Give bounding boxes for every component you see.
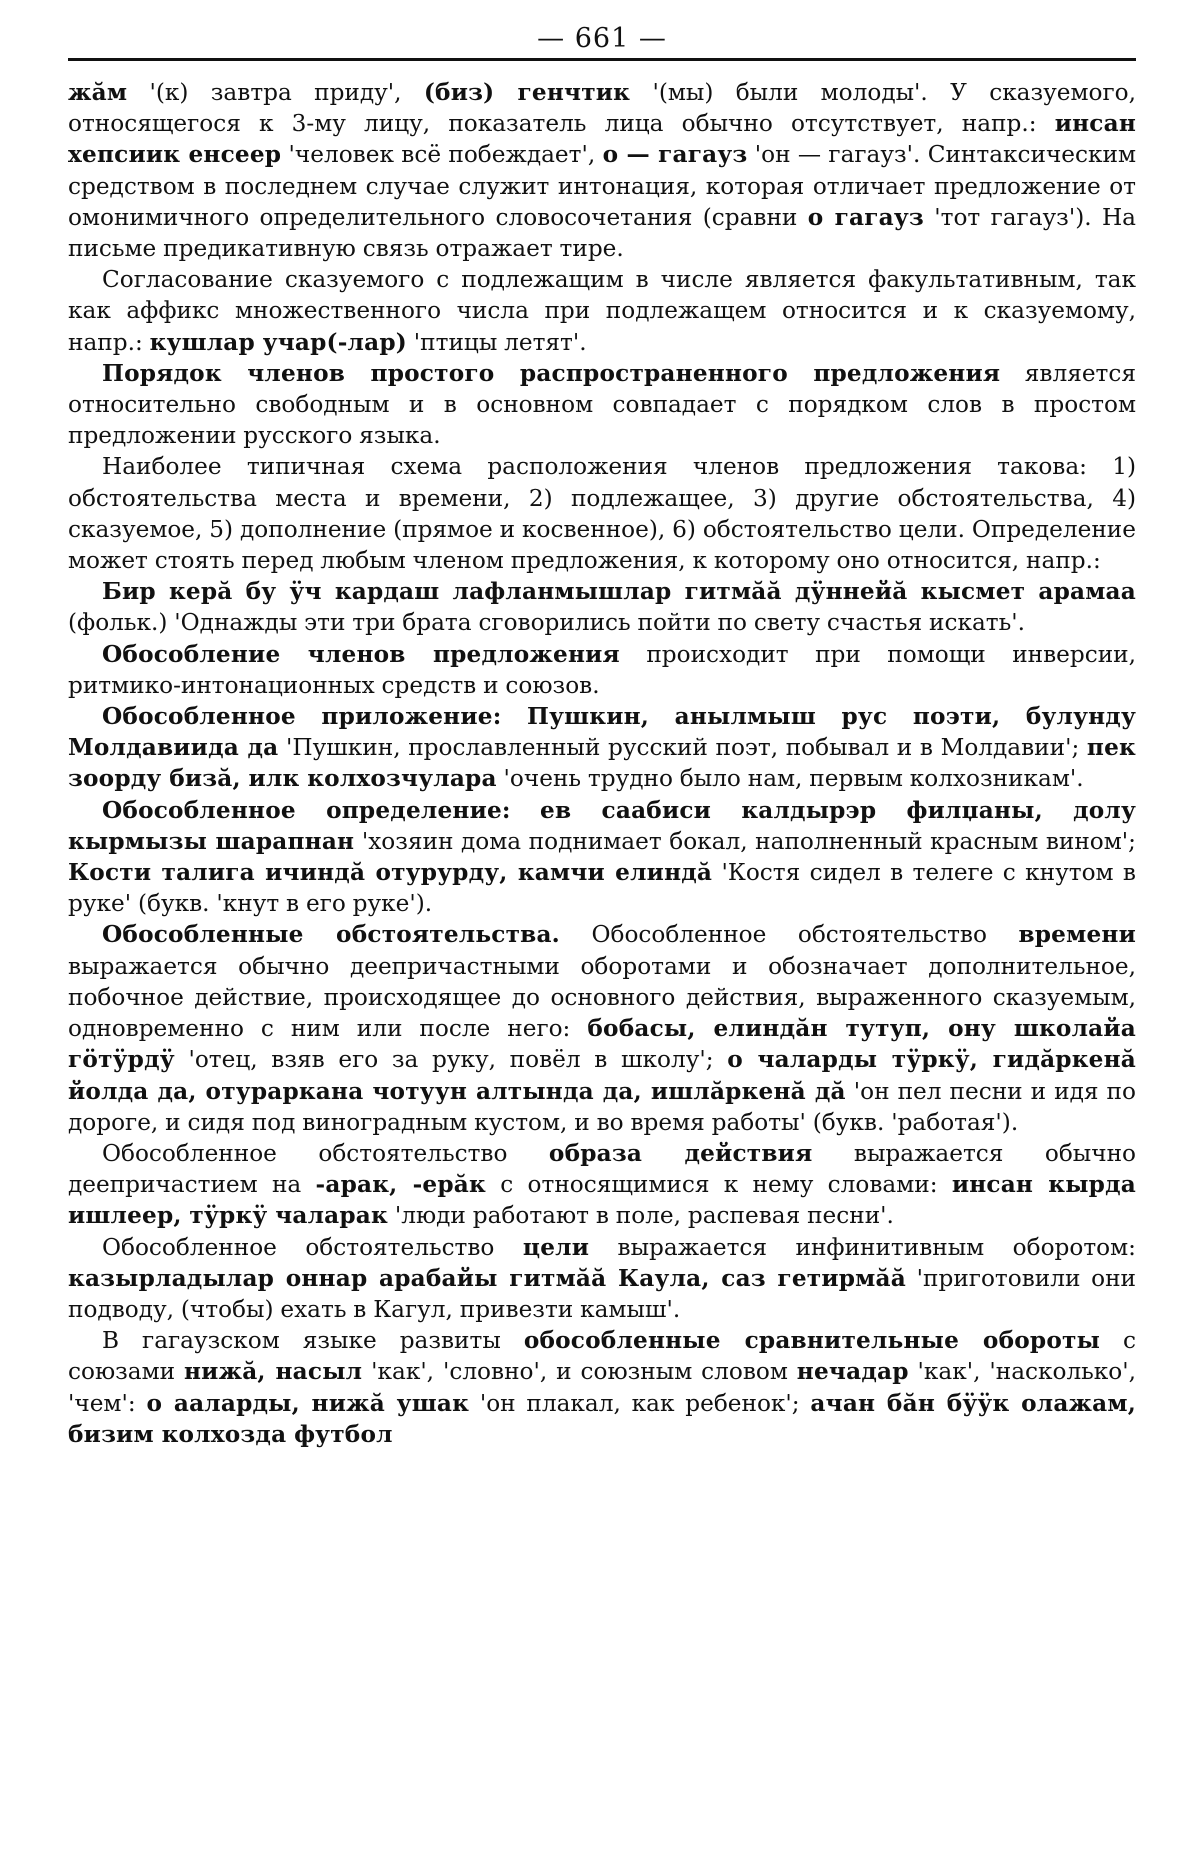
bold-term: Обособленное определение:: [102, 796, 511, 824]
text-run: с союзами: [68, 1327, 1137, 1386]
bold-term: нечадар: [796, 1358, 909, 1386]
text-run: выражается обычно деепричастными оборотами и обозначает дополнительное, побочное действие, происходящее до основного действия, выраженного сказуемым, одновременно с ним или после него:: [68, 952, 1136, 1043]
text-run: 'приготовили они подводу, (чтобы) ехать в Кагул, привезти камыш'.: [68, 1264, 1136, 1323]
bold-term: инсан хепсиик енсеер: [68, 110, 1136, 169]
paragraph: [68, 264, 1136, 358]
paragraph: [68, 1138, 1136, 1232]
bold-term: Порядок членов простого распространенного предложения: [102, 359, 1001, 387]
page-number: — 661 —: [537, 23, 667, 54]
bold-term: жăм: [68, 79, 128, 106]
paragraph: [68, 1232, 1136, 1326]
paragraph: [68, 1325, 1136, 1450]
bold-term: Обособленные обстоятельства.: [102, 921, 560, 949]
text-run: 'он плакал, как ребенок';: [469, 1389, 811, 1417]
bold-term: Обособленное приложение: Пушкин, анылмыш рус поэти, булунду Молдавиида да: [68, 703, 1136, 762]
text-run: 'птицы летят'.: [406, 328, 587, 356]
text-run: Наиболее типичная схема расположения членов предложения такова: 1) обстоятельства места и времени, 2) подлежащее, 3) другие обстоятельства, 4) сказуемое, 5) дополнение (прямое и косвенное), 6) обстоятельство цели. Определение может стоять перед любым членом предложения, к которому оно относится, напр.:: [68, 453, 1136, 575]
bold-term: нижă, насыл: [184, 1358, 363, 1386]
body-text: [68, 77, 1136, 1450]
text-run: Обособленное обстоятельство: [102, 1233, 523, 1261]
bold-term: ачан бăн бӱӱк олажам, бизим колхозда футбол: [68, 1389, 1136, 1448]
text-run: 'отец, взяв его за руку, повёл в школу';: [174, 1046, 728, 1074]
paragraph: [68, 639, 1136, 701]
bold-term: казырладылар оннар арабайы гитмăă Каула, саз гетирмăă: [68, 1264, 906, 1292]
text-run: 'человек всё побеждает',: [281, 141, 603, 169]
text-run: 'как', 'насколько', 'чем':: [68, 1358, 1137, 1417]
text-run: 'Пушкин, прославленный русский поэт, побывал и в Молдавии';: [278, 734, 1087, 762]
paragraph: [68, 919, 1136, 1137]
bold-term: ев саабиси калдырэр филџаны, долу кырмызы шарапнан: [68, 796, 1137, 855]
text-run: выражается инфинитивным оборотом:: [589, 1233, 1136, 1261]
bold-term: времени: [1018, 921, 1136, 949]
bold-term: Бир керă бу ӱч кардаш лафланмышлар гитмăă дӱннейă кысмет арамаа: [102, 578, 1136, 606]
text-run: 'он пел песни и идя по дороге, и сидя под виноградным кустом, и во время работы' (букв. 'работая').: [68, 1077, 1136, 1136]
paragraph: [68, 358, 1136, 452]
text-run: 'очень трудно было нам, первым колхозникам'.: [496, 765, 1084, 793]
bold-term: цели: [522, 1233, 590, 1261]
bold-term: (биз) генчтик: [423, 79, 631, 106]
paragraph: [68, 701, 1136, 795]
bold-term: Обособление членов предложения: [102, 640, 620, 668]
bold-term: кушлар учар(-лар): [149, 328, 407, 356]
text-run: [511, 797, 540, 824]
bold-term: о ааларды, нижă ушак: [146, 1389, 470, 1417]
bold-term: обособленные сравнительные обороты: [523, 1327, 1101, 1355]
text-run: 'хозяин дома поднимает бокал, наполненный красным вином';: [354, 827, 1136, 855]
text-run: Обособленное обстоятельство: [559, 921, 1019, 949]
text-run: Согласование сказуемого с подлежащим в числе является факультативным, так как аффикс множественного числа при подлежащем относится и к сказуемому, напр.:: [68, 266, 1136, 356]
text-run: (фольк.) 'Однажды эти три брата сговорились пойти по свету счастья искать'.: [68, 609, 1025, 637]
bold-term: Кости талига ичиндă отурурду, камчи елиндă: [68, 859, 713, 887]
bold-term: -арак, -ерăк: [315, 1171, 486, 1199]
paragraph: [68, 795, 1136, 920]
text-run: происходит при помощи инверсии, ритмико-интонационных средств и союзов.: [68, 640, 1136, 699]
text-run: 'как', 'словно', и союзным словом: [362, 1358, 797, 1386]
bold-term: образа действия: [548, 1139, 813, 1167]
text-run: 'он — гагауз'. Синтаксическим средством в последнем случае служит интонация, которая отличает предложение от омонимичного определительного словосочетания (сравни: [68, 141, 1136, 231]
bold-term: о — гагауз: [602, 141, 748, 169]
text-run: 'люди работают в поле, распевая песни'.: [387, 1202, 894, 1230]
text-run: '(мы) были молоды'. У сказуемого, относящегося к 3-му лицу, показатель лица обычно отсутствует, напр.:: [68, 79, 1136, 138]
bold-term: пек зоорду бизă, илк колхозчулара: [68, 734, 1136, 793]
bold-term: бобасы, елиндăн тутуп, ону школайа гӧтӱрдӱ: [68, 1015, 1136, 1074]
text-run: 'тот гагауз'). На письме предикативную связь отражает тире.: [68, 203, 1136, 263]
paragraph: [68, 576, 1136, 638]
paragraph: [68, 451, 1136, 576]
text-run: '(к) завтра приду',: [127, 79, 424, 106]
bold-term: о чаларды тӱркӱ, гидăркенă йолда да, отураркана чотуун алтында да, ишлăркенă дă: [68, 1046, 1136, 1105]
text-run: В гагаузском языке развиты: [102, 1327, 524, 1355]
paragraph: [68, 77, 1136, 264]
page: [68, 22, 1136, 1450]
text-run: выражается обычно деепричастием на: [68, 1139, 1136, 1199]
text-run: с относящимися к нему словами:: [485, 1171, 952, 1199]
text-run: является относительно свободным и в основном совпадает с порядком слов в простом предложении русского языка.: [68, 359, 1137, 450]
bold-term: о гагауз: [807, 203, 924, 231]
bold-term: инсан кырда ишлеер, тӱркӱ чаларак: [68, 1171, 1136, 1230]
text-run: Обособленное обстоятельство: [102, 1139, 549, 1167]
header-rule: [68, 58, 1136, 61]
text-run: 'Костя сидел в телеге с кнутом в руке' (букв. 'кнут в его руке').: [68, 859, 1136, 918]
